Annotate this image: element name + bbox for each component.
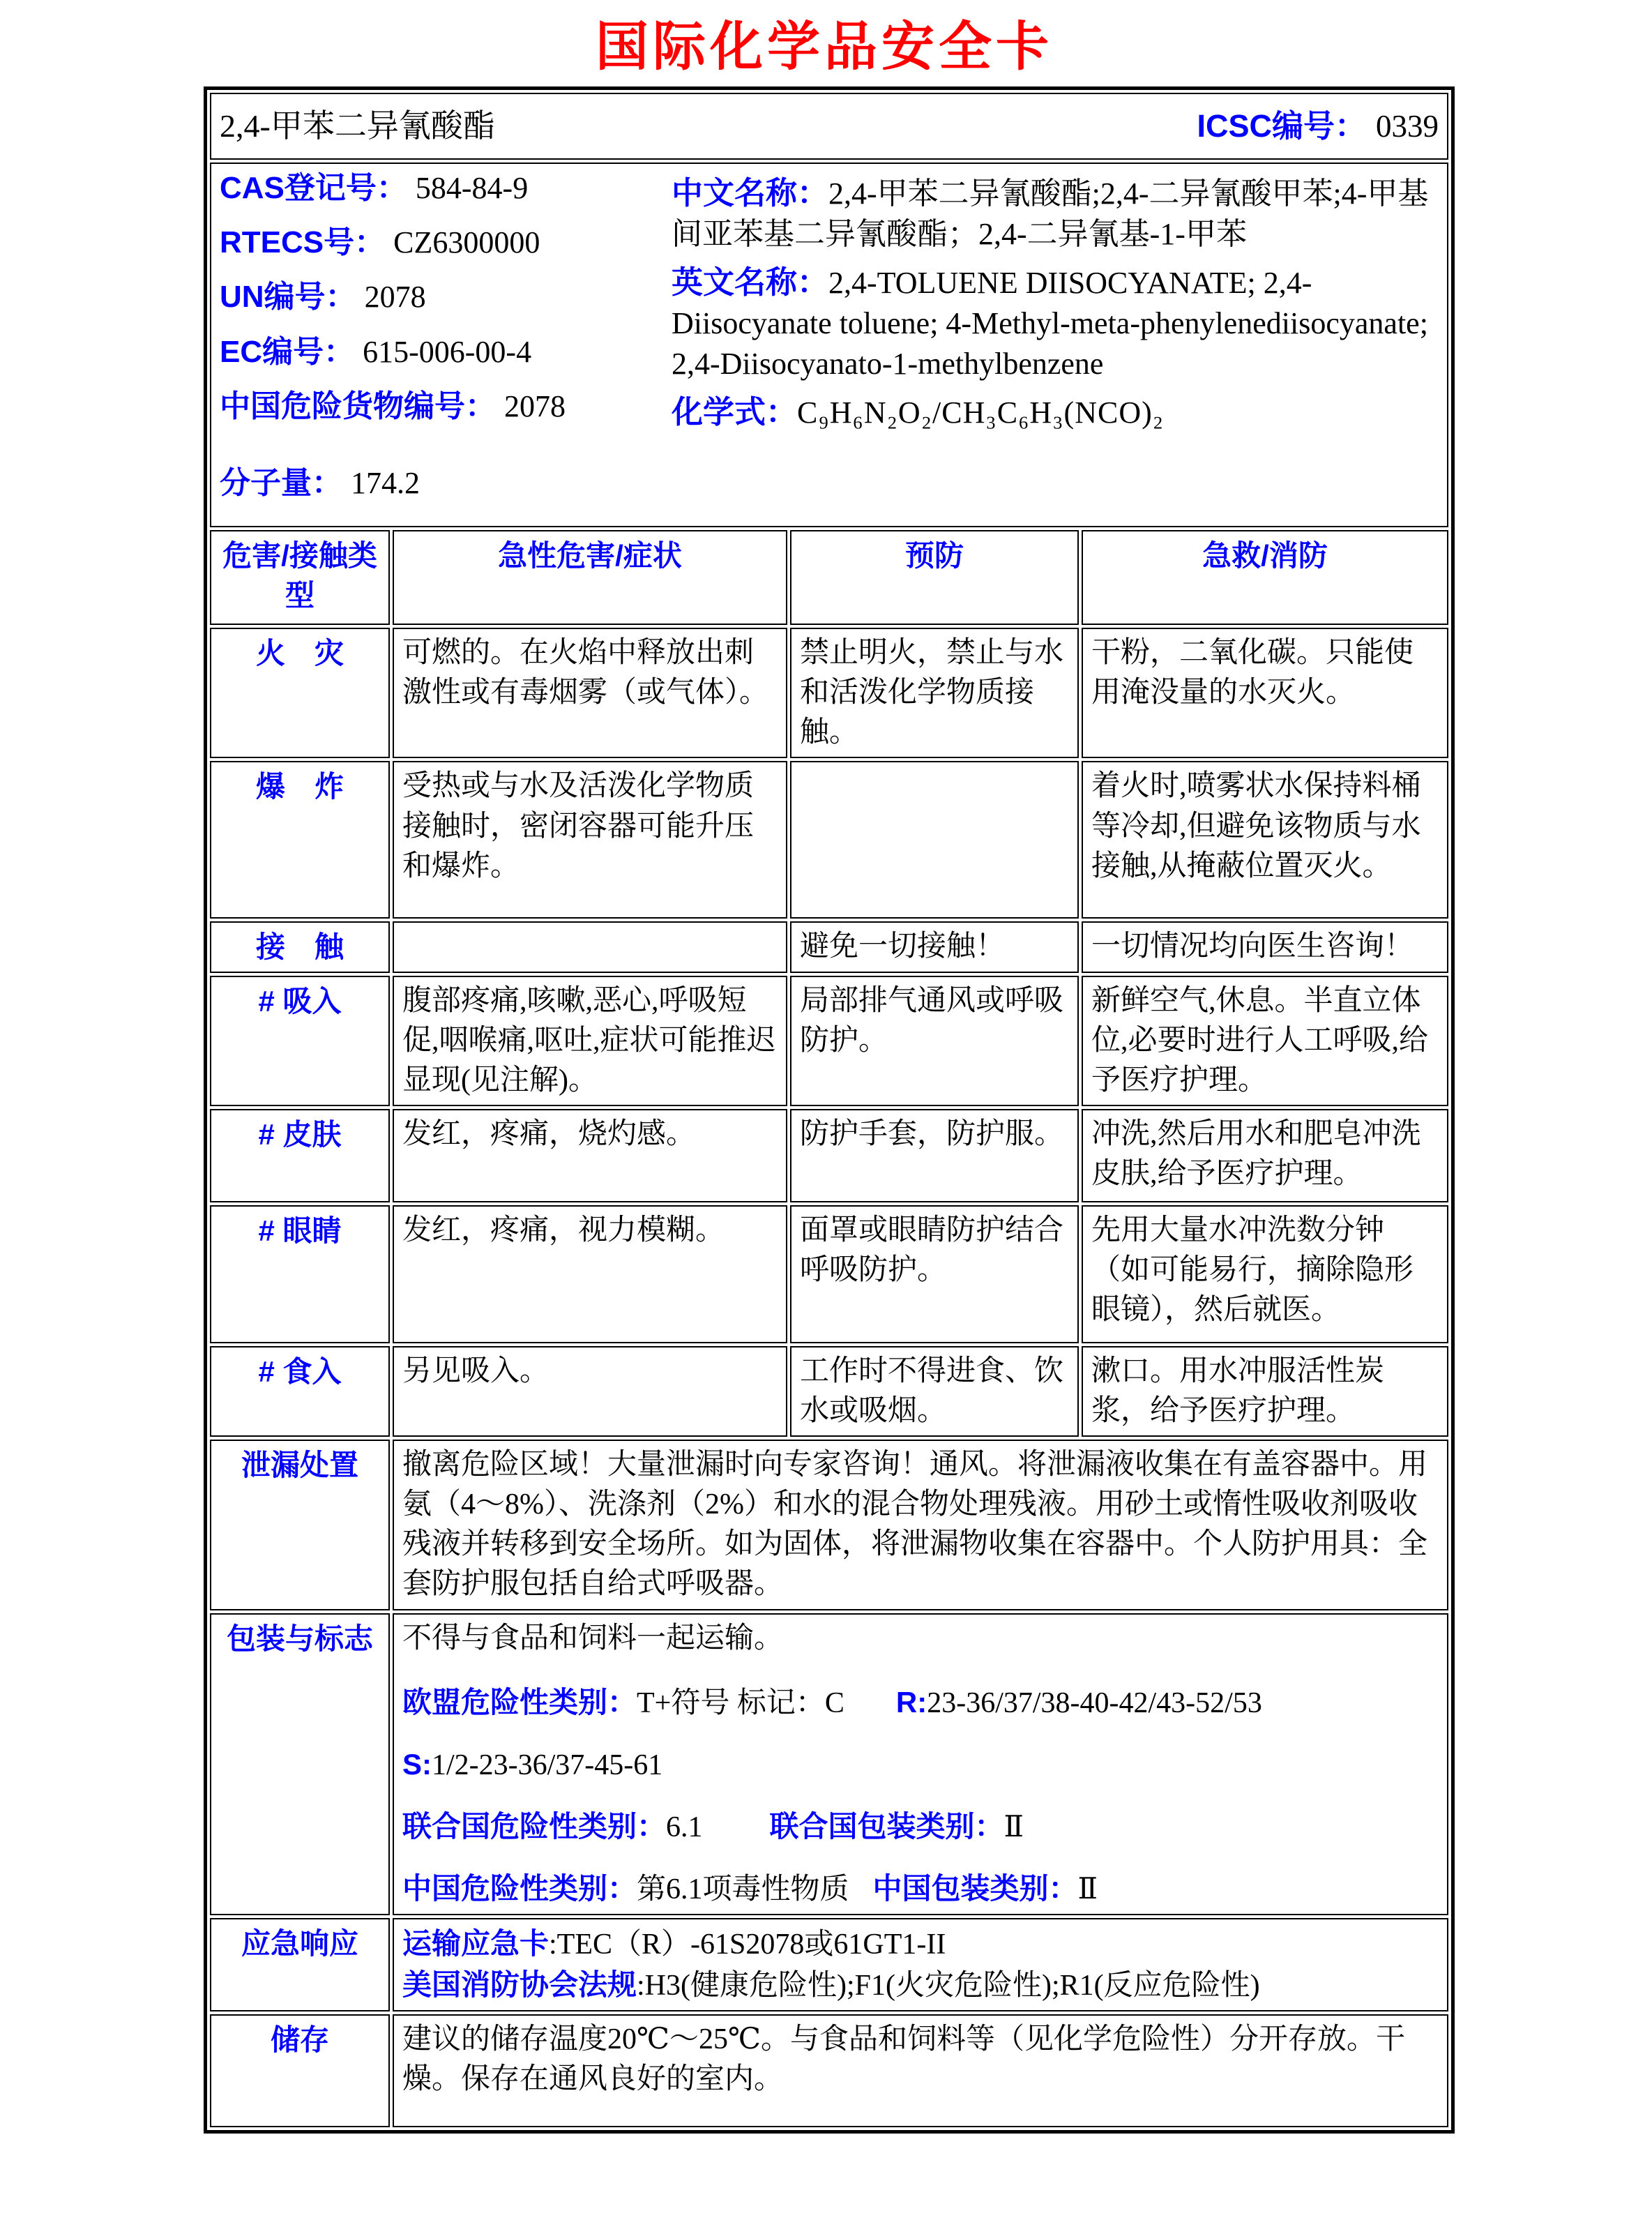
rtecs-number: RTECS号： CZ6300000: [220, 225, 540, 260]
explosion-prevention: [790, 761, 1079, 919]
chinese-names: 中文名称：2,4-甲苯二异氰酸酯;2,4-二异氰酸甲苯;4-甲基间亚苯基二异氰酸酯；2,4-二异氰基-1-甲苯: [672, 175, 1429, 252]
row-label-ingestion: # 食入: [210, 1346, 390, 1437]
row-label-inhalation: # 吸入: [210, 976, 390, 1106]
packaging-row: [210, 1613, 1448, 1916]
fire-prevention: 禁止明火，禁止与水和活泼化学物质接触。: [790, 628, 1079, 758]
packaging-cn-class: 中国危险性类别：第6.1项毒性物质 中国包装类别：Ⅱ: [402, 1871, 1098, 1905]
eyes-prevention: 面罩或眼睛防护结合呼吸防护。: [790, 1205, 1079, 1343]
fire-hazard: 可燃的。在火焰中释放出刺激性或有毒烟雾（或气体）。: [393, 628, 787, 758]
hazard-header-row: [210, 530, 1448, 625]
identification-names: [672, 168, 1439, 522]
skin-hazard: 发红，疼痛，烧灼感。: [393, 1109, 787, 1202]
hazard-row-inhalation: [210, 976, 1448, 1106]
exposure-prevention: 避免一切接触！: [790, 921, 1079, 972]
packaging-cell: [393, 1613, 1448, 1916]
explosion-response: 着火时,喷雾状水保持料桶等冷却,但避免该物质与水接触,从掩蔽位置灭火。: [1082, 761, 1448, 919]
packaging-eu-class: 欧盟危险性类别：T+符号 标记：C R:23-36/37/38-40-42/43-52/53: [402, 1685, 1262, 1719]
storage-row: [210, 2014, 1448, 2127]
ec-number: EC编号： 615-006-00-4: [220, 334, 532, 369]
emergency-cell: [393, 1918, 1448, 2011]
ingestion-hazard: 另见吸入。: [393, 1346, 787, 1437]
header-hazard-type: 危害/接触类型: [210, 530, 390, 625]
explosion-hazard: 受热或与水及活泼化学物质接触时，密闭容器可能升压和爆炸。: [393, 761, 787, 919]
icsc-label: ICSC编号：: [1197, 107, 1367, 144]
ingestion-response: 漱口。用水冲服活性炭浆，给予医疗护理。: [1082, 1346, 1448, 1437]
icsc-card-table: [204, 86, 1455, 2134]
row-label-explosion: 爆 炸: [210, 761, 390, 919]
emergency-nfpa: 美国消防协会法规:H3(健康危险性);F1(火灾危险性);R1(反应危险性): [402, 1968, 1260, 2002]
un-number: UN编号： 2078: [220, 280, 426, 315]
row-label-packaging: 包装与标志: [210, 1613, 390, 1916]
chemical-name: 2,4-甲苯二异氰酸酯: [220, 107, 495, 144]
packaging-un-class: 联合国危险性类别：6.1 联合国包装类别：Ⅱ: [402, 1809, 1024, 1843]
packaging-s-phrases: S:1/2-23-36/37-45-61: [402, 1747, 663, 1781]
china-dg-number: 中国危险货物编号： 2078: [220, 388, 566, 423]
inhalation-hazard: 腹部疼痛,咳嗽,恶心,呼吸短促,咽喉痛,呕吐,症状可能推迟显现(见注解)。: [393, 976, 787, 1106]
hazard-row-explosion: [210, 761, 1448, 919]
hazard-row-exposure: [210, 921, 1448, 972]
name-row: [210, 93, 1448, 160]
hazard-row-fire: [210, 628, 1448, 758]
cas-number: CAS登记号： 584-84-9: [220, 171, 529, 205]
exposure-response: 一切情况均向医生咨询！: [1082, 921, 1448, 972]
english-names: 英文名称：2,4-TOLUENE DIISOCYANATE; 2,4-Diisocyanate toluene; 4-Methyl-meta-phenylenediisocyanate; 2,4-Diisocyanato-1-methylbenzene: [672, 264, 1428, 382]
exposure-hazard: [393, 921, 787, 972]
skin-prevention: 防护手套，防护服。: [790, 1109, 1079, 1202]
identification-row: [210, 163, 1448, 527]
row-label-skin: # 皮肤: [210, 1109, 390, 1202]
row-label-emergency: 应急响应: [210, 1918, 390, 2011]
header-acute-hazards: 急性危害/症状: [393, 530, 787, 625]
icsc-value: 0339: [1376, 108, 1439, 144]
row-label-eyes: # 眼睛: [210, 1205, 390, 1343]
inhalation-prevention: 局部排气通风或呼吸防护。: [790, 976, 1079, 1106]
packaging-transport-note: 不得与食品和饲料一起运输。: [402, 1622, 784, 1654]
emergency-row: [210, 1918, 1448, 2011]
row-label-spill: 泄漏处置: [210, 1440, 390, 1610]
header-prevention: 预防: [790, 530, 1079, 625]
inhalation-response: 新鲜空气,休息。半直立体位,必要时进行人工呼吸,给予医疗护理。: [1082, 976, 1448, 1106]
name-cell: [210, 93, 1448, 160]
hazard-row-skin: [210, 1109, 1448, 1202]
row-label-storage: 储存: [210, 2014, 390, 2127]
header-first-aid: 急救/消防: [1082, 530, 1448, 625]
ingestion-prevention: 工作时不得进食、饮水或吸烟。: [790, 1346, 1079, 1437]
hazard-row-eyes: [210, 1205, 1448, 1343]
emergency-tec: 运输应急卡:TEC（R）-61S2078或61GT1-II: [402, 1927, 946, 1961]
icsc-document: [0, 13, 1652, 2227]
icsc-number: [1197, 105, 1439, 148]
skin-response: 冲洗,然后用水和肥皂冲洗皮肤,给予医疗护理。: [1082, 1109, 1448, 1202]
row-label-exposure: 接 触: [210, 921, 390, 972]
identification-cell: [210, 163, 1448, 527]
spill-text: 撤离危险区域！大量泄漏时向专家咨询！通风。将泄漏液收集在有盖容器中。用氨（4～8%）、洗涤剂（2%）和水的混合物处理残液。用砂土或惰性吸收剂吸收残液并转移到安全场所。如为固体，将泄漏物收集在容器中。个人防护用具：全套防护服包括自给式呼吸器。: [393, 1440, 1448, 1610]
fire-response: 干粉，二氧化碳。只能使用淹没量的水灭火。: [1082, 628, 1448, 758]
page-title: 国际化学品安全卡: [596, 17, 1053, 77]
chemical-formula: 化学式：C₉H₆N₂O₂/CH₃C₆H₃(NCO)₂: [672, 394, 1165, 430]
molecular-weight: 分子量： 174.2: [220, 465, 420, 500]
spill-row: [210, 1440, 1448, 1610]
eyes-hazard: 发红，疼痛，视力模糊。: [393, 1205, 787, 1343]
hazard-row-ingestion: [210, 1346, 1448, 1437]
row-label-fire: 火 灾: [210, 628, 390, 758]
identification-codes: [220, 168, 672, 522]
storage-text: 建议的储存温度20℃～25℃。与食品和饲料等（见化学危险性）分开存放。干燥。保存在通风良好的室内。: [393, 2014, 1448, 2127]
eyes-response: 先用大量水冲洗数分钟（如可能易行，摘除隐形眼镜），然后就医。: [1082, 1205, 1448, 1343]
